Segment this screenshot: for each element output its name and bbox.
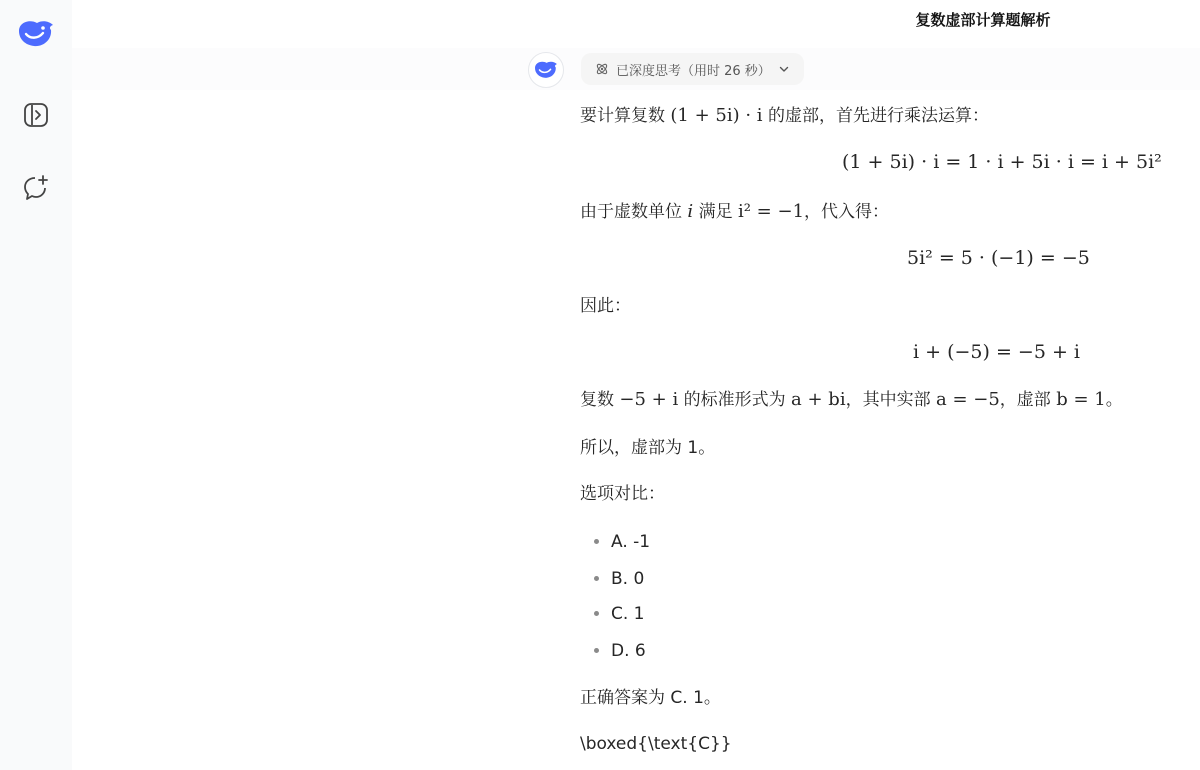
math-expression: a = −5: [936, 389, 1000, 410]
paragraph-therefore: 因此：: [580, 296, 631, 316]
paragraph-answer: 正确答案为 C. 1。: [580, 688, 721, 708]
paragraph-options-heading: 选项对比：: [580, 484, 665, 504]
bullet-icon: [594, 576, 599, 581]
thinking-label: 已深度思考（用时 26 秒）: [616, 63, 771, 79]
math-expression: i² = −1: [737, 201, 805, 222]
sidebar-toggle-icon[interactable]: [16, 95, 56, 135]
math-expression: (1 + 5i) · i: [670, 105, 763, 126]
math-variable: i: [687, 201, 694, 222]
paragraph-intro: 要计算复数 (1 + 5i) · i 的虚部，首先进行乘法运算：: [580, 105, 989, 126]
deepseek-whale-icon: [533, 59, 559, 81]
math-expression: −5 + i: [619, 389, 679, 410]
chevron-down-icon: [778, 63, 790, 75]
list-item: A. -1: [594, 528, 650, 556]
bullet-icon: [594, 648, 599, 653]
deep-think-toggle[interactable]: [581, 53, 804, 85]
math-expression: a + bi: [791, 389, 846, 410]
bullet-icon: [594, 539, 599, 544]
paragraph-conclusion: 所以，虚部为 1。: [580, 438, 716, 458]
deepseek-logo-icon[interactable]: [16, 14, 56, 54]
math-expression: b = 1: [1056, 389, 1106, 410]
sidebar: [0, 0, 72, 770]
list-item: D. 6: [594, 637, 646, 665]
list-item: C. 1: [594, 600, 645, 628]
assistant-avatar: [528, 52, 564, 88]
atom-icon: [595, 62, 609, 76]
page-title: 复数虚部计算题解析: [915, 11, 1051, 29]
equation-3: i + (−5) = −5 + i: [913, 341, 1080, 363]
bullet-icon: [594, 611, 599, 616]
equation-2: 5i² = 5 · (−1) = −5: [907, 247, 1090, 269]
list-item: B. 0: [594, 565, 644, 593]
boxed-answer: \boxed{\text{C}}: [580, 734, 732, 754]
new-chat-icon[interactable]: [16, 168, 56, 208]
paragraph-imaginary-unit: 由于虚数单位 i 满足 i² = −1，代入得：: [580, 201, 890, 222]
paragraph-standard-form: 复数 −5 + i 的标准形式为 a + bi，其中实部 a = −5，虚部 b = 1。: [580, 389, 1123, 410]
equation-1: (1 + 5i) · i = 1 · i + 5i · i = i + 5i²: [842, 151, 1162, 173]
